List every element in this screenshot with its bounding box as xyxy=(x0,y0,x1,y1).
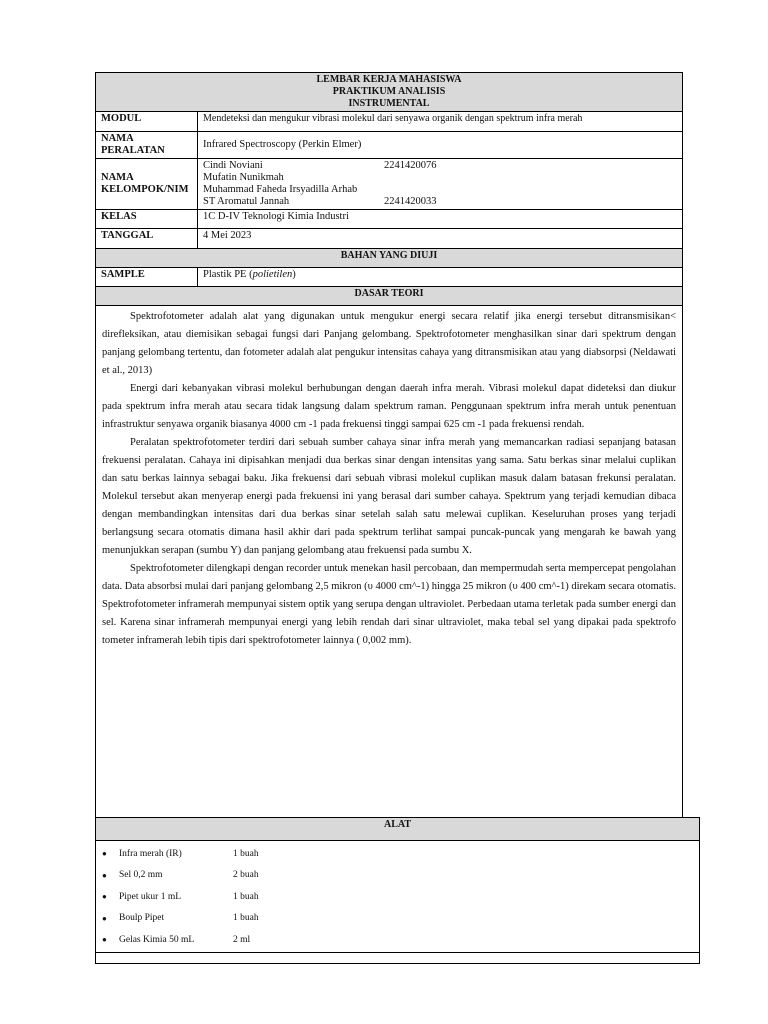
dasar-teori-row xyxy=(96,306,683,829)
member-row xyxy=(203,172,677,184)
bullet-icon: ● xyxy=(102,892,107,902)
peralatan-label xyxy=(96,132,198,159)
tanggal-label: TANGGAL xyxy=(96,229,198,249)
alat-item xyxy=(96,929,699,951)
header-line-3: INSTRUMENTAL xyxy=(348,98,430,109)
member-row xyxy=(203,160,677,172)
alat-item-name: Pipet ukur 1 mL xyxy=(119,891,182,902)
sample-label: SAMPLE xyxy=(96,268,198,287)
kelompok-row xyxy=(96,159,683,210)
alat-item xyxy=(96,908,699,930)
peralatan-label-line-1: NAMA xyxy=(101,133,134,144)
peralatan-row xyxy=(96,132,683,159)
bahan-title: BAHAN YANG DIUJI xyxy=(96,249,683,268)
member-row xyxy=(203,184,677,196)
worksheet xyxy=(95,72,683,829)
sample-value xyxy=(198,268,683,287)
tanggal-row xyxy=(96,229,683,249)
member-nim: 2241420076 xyxy=(384,160,437,171)
alat-item xyxy=(96,843,699,865)
header-line-2: PRAKTIKUM ANALISIS xyxy=(332,86,446,97)
worksheet-header xyxy=(96,73,683,112)
alat-list xyxy=(96,841,699,953)
modul-row xyxy=(96,112,683,132)
dasar-teori-title-row xyxy=(96,287,683,306)
worksheet-table xyxy=(95,72,683,829)
kelas-value: 1C D-IV Teknologi Kimia Industri xyxy=(198,210,683,229)
theory-paragraph: Spektrofotometer adalah alat yang digunakan untuk mengukur energi secara relatif jika energi tersebut ditransmisikan< direfleksikan, atau diemisikan sebagai fungsi dari Panjang gelombang. Spektrofotometer menghasilkan sinar dari spektrum dengan panjang gelombang tertentu, dan fotometer adalah alat pengukur intensitas cahaya yang ditransmisikan atau yang diabsorpsi (Neldawati et al., 2013) xyxy=(102,311,676,376)
header-line-1: LEMBAR KERJA MAHASISWA xyxy=(316,74,462,85)
alat-item-qty: 1 buah xyxy=(233,913,259,924)
kelompok-members xyxy=(198,159,683,210)
alat-item-name: Boulp Pipet xyxy=(119,913,165,924)
alat-title: ALAT xyxy=(96,818,699,841)
alat-item-name: Infra merah (IR) xyxy=(119,848,182,859)
member-row xyxy=(203,196,677,208)
member-name: Muhammad Faheda Irsyadilla Arhab xyxy=(203,184,358,195)
alat-item xyxy=(96,886,699,908)
alat-item-name: Gelas Kimia 50 mL xyxy=(119,934,195,945)
sample-value-prefix: Plastik PE ( xyxy=(203,269,253,280)
member-name: ST Aromatul Jannah xyxy=(203,196,290,207)
bullet-icon: ● xyxy=(102,935,107,945)
theory-paragraph: Peralatan spektrofotometer terdiri dari sebuah sumber cahaya sinar infra merah yang memancarkan radiasi sepanjang batasan frekuensi peralatan. Cahaya ini dipisahkan menjadi dua berkas sinar dengan intensitas yang sama. Satu berkas sinar melalui cuplikan dan satu berkas lainnya sebagai baku. Jika frekuensi dari sebuah vibrasi molekul cuplikan masuk dalam batasan frekunsi peralatan. Molekul tersebut akan menyerap energi pada frekuensi ini yang berasal dari sumber cahaya. Spektrum yang terjadi kemudian dibaca dengan membandingkan intensitas dari dua berkas sinar setelah salah satu melewai cuplikan. Keseluruhan proses yang terjadi berlangsung secara otomatis dimana hasil akhir dari pada spektrum terlihat sampai puncak-puncak yang mengarah ke bawah yang menunjukkan serapan (sumbu Y) dan panjang gelombang atau frekuensi pada sumbu X. xyxy=(102,437,676,556)
alat-item-qty: 1 buah xyxy=(233,848,259,859)
member-name: Mufatin Nunikmah xyxy=(203,172,284,183)
alat-item-name: Sel 0,2 mm xyxy=(119,870,163,881)
kelompok-label-line-2: KELOMPOK/NIM xyxy=(101,184,189,195)
alat-item-qty: 1 buah xyxy=(233,891,259,902)
bullet-icon: ● xyxy=(102,849,107,859)
member-name: Cindi Noviani xyxy=(203,160,263,171)
modul-value: Mendeteksi dan mengukur vibrasi molekul dari senyawa organik dengan spektrum infra merah xyxy=(198,112,683,132)
header-row xyxy=(96,73,683,112)
sample-value-italic: polietilen xyxy=(252,269,293,280)
tanggal-value: 4 Mei 2023 xyxy=(198,229,683,249)
kelas-label: KELAS xyxy=(96,210,198,229)
dasar-teori-title: DASAR TEORI xyxy=(96,287,683,306)
modul-label: MODUL xyxy=(96,112,198,132)
sample-row xyxy=(96,268,683,287)
sample-value-suffix: ) xyxy=(292,269,296,280)
peralatan-label-line-2: PERALATAN xyxy=(101,145,165,156)
theory-paragraph: Spektrofotometer dilengkapi dengan recorder untuk menekan hasil percobaan, dan mempermudah serta mempercepat pengolahan data. Data absorbsi mulai dari panjang gelombang 2,5 mikron (υ 4000 cm^-1) hingga 25 mikron (υ 400 cm^-1) direkam secara otomatis. Spektrofotometer inframerah mempunyai sistem optik yang serupa dengan ultraviolet. Perbedaan utama terletak pada sumber energi dan sel. Karena sinar inframerah mempunyai energi yang lebih rendah dari sinar ultraviolet, maka tebal sel yang dipakai pada spektrofo tometer inframerah lebih tipis dari spektrofotometer lainnya ( 0,002 mm). xyxy=(102,563,676,646)
bullet-icon: ● xyxy=(102,913,107,923)
bullet-icon: ● xyxy=(102,870,107,880)
alat-footer-row xyxy=(96,953,699,963)
kelas-row xyxy=(96,210,683,229)
alat-section xyxy=(95,817,700,964)
kelompok-label-line-1: NAMA xyxy=(101,172,134,183)
alat-item xyxy=(96,865,699,887)
peralatan-value: Infrared Spectroscopy (Perkin Elmer) xyxy=(198,132,683,159)
alat-item-qty: 2 buah xyxy=(233,870,259,881)
bahan-title-row xyxy=(96,249,683,268)
kelompok-label xyxy=(96,159,198,210)
member-nim: 2241420033 xyxy=(384,196,437,207)
theory-paragraph: Energi dari kebanyakan vibrasi molekul berhubungan dengan daerah infra merah. Vibrasi molekul dapat dideteksi dan diukur pada spektrum infra merah atau secara tidak langsung dalam spektrum raman. Penggunaan spektrum infra merah untuk penentuan infrastruktur senyawa organik biasanya 4000 cm -1 pada frekuensi tinggi sampai 625 cm -1 pada frekuensi rendah. xyxy=(102,383,676,430)
dasar-teori-body xyxy=(96,306,683,829)
alat-item-qty: 2 ml xyxy=(233,934,251,945)
